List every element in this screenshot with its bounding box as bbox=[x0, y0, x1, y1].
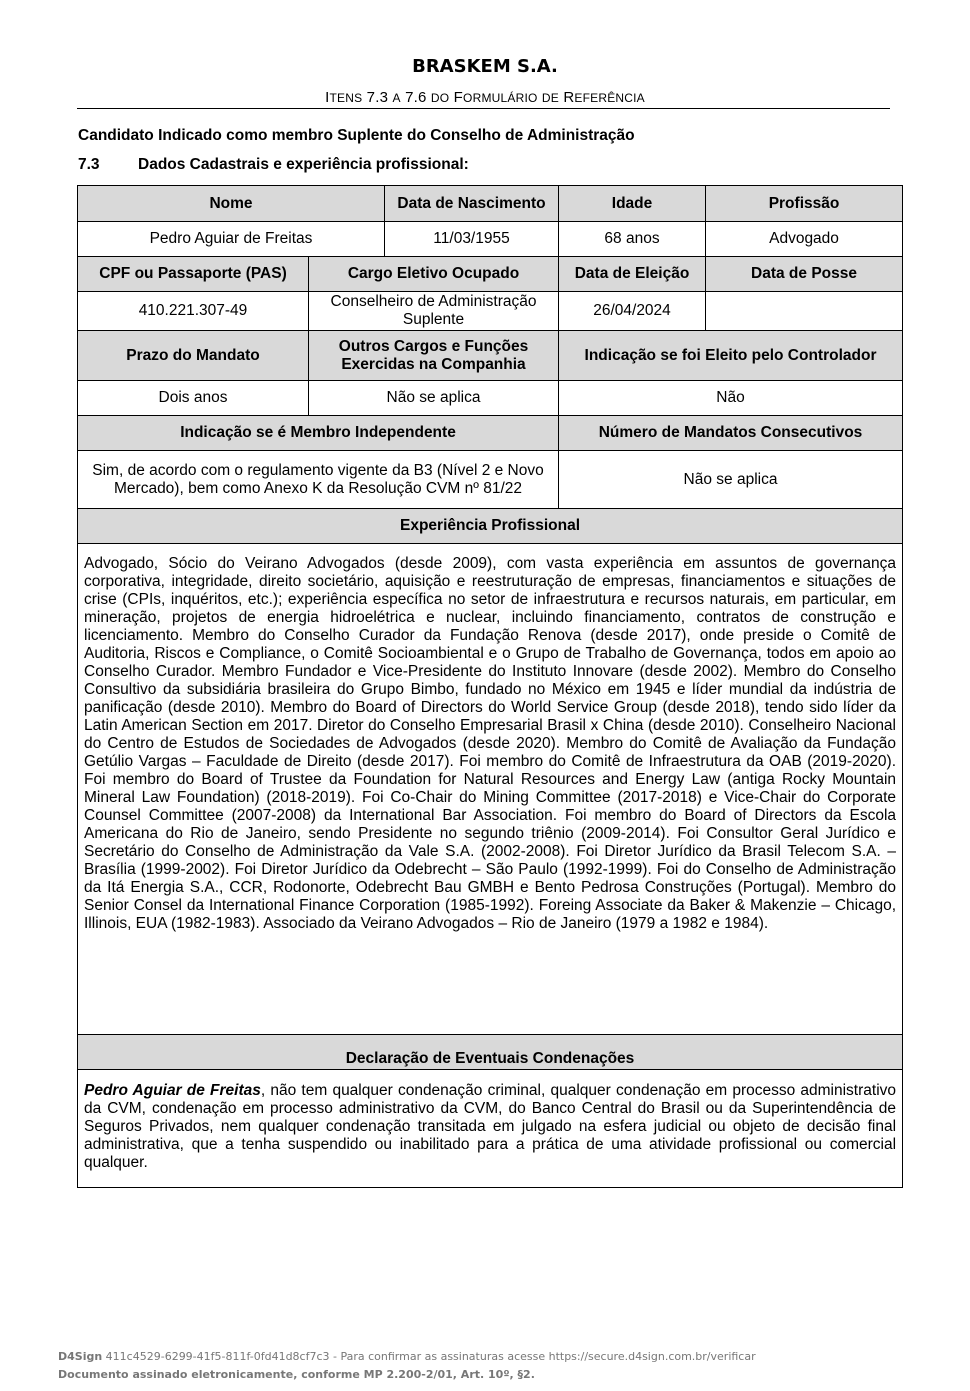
header-eleito-controlador: Indicação se foi Eleito pelo Controlador bbox=[559, 331, 903, 381]
header-data-posse: Data de Posse bbox=[706, 257, 903, 292]
candidate-heading: Candidato Indicado como membro Suplente do Conselho de Administração bbox=[78, 127, 635, 144]
value-data-eleicao: 26/04/2024 bbox=[559, 292, 706, 331]
header-mandatos-consecutivos: Número de Mandatos Consecutivos bbox=[559, 416, 903, 451]
subtitle-part: 7.3 bbox=[362, 89, 393, 106]
subtitle-part: A bbox=[392, 91, 401, 105]
header-idade: Idade bbox=[559, 186, 706, 222]
value-membro-independente: Sim, de acordo com o regulamento vigente da B3 (Nível 2 e Novo Mercado), bem como Anexo K da Resolução CVM nº 81/22 bbox=[78, 451, 559, 509]
value-eleito-controlador: Não bbox=[559, 381, 903, 416]
header-rule bbox=[77, 108, 890, 109]
convictions-body: , não tem qualquer condenação criminal, qualquer condenação em processo administrativo da CVM, condenação em processo administrativo da CVM, do Banco Central do Brasil ou da Superintendência de Seguros Privados, nem qualquer condenação transitada em julgado na esfera judicial ou objeto de decisão final administrativa, que a tenha suspendido ou inabilitado para a prática de uma atividade profissional ou comercial qualquer. bbox=[84, 1082, 897, 1171]
subtitle-part: F bbox=[449, 89, 464, 106]
subtitle-part: 7.6 bbox=[400, 89, 431, 106]
value-nome: Pedro Aguiar de Freitas bbox=[78, 222, 385, 257]
header-prazo-mandato: Prazo do Mandato bbox=[78, 331, 309, 381]
subtitle-part: DO bbox=[430, 91, 450, 105]
header-cpf: CPF ou Passaporte (PAS) bbox=[78, 257, 309, 292]
value-outros-cargos: Não se aplica bbox=[309, 381, 559, 416]
header-nome: Nome bbox=[78, 186, 385, 222]
header-membro-independente: Indicação se é Membro Independente bbox=[78, 416, 559, 451]
header-data-nascimento: Data de Nascimento bbox=[385, 186, 559, 222]
value-prazo-mandato: Dois anos bbox=[78, 381, 309, 416]
document-subtitle bbox=[0, 89, 970, 106]
header-condenacoes: Declaração de Eventuais Condenações bbox=[78, 1035, 903, 1070]
d4sign-brand: D4Sign bbox=[58, 1350, 103, 1363]
value-idade: 68 anos bbox=[559, 222, 706, 257]
header-profissao: Profissão bbox=[706, 186, 903, 222]
company-name: BRASKEM S.A. bbox=[412, 56, 558, 77]
section-title: Dados Cadastrais e experiência profissional: bbox=[138, 156, 469, 173]
header-experiencia-profissional: Experiência Profissional bbox=[78, 509, 903, 544]
convictions-text bbox=[78, 1070, 903, 1188]
value-mandatos-consecutivos: Não se aplica bbox=[559, 451, 903, 509]
subtitle-part: TENS bbox=[329, 91, 363, 105]
subtitle-part: I bbox=[325, 89, 330, 106]
subtitle-part: DE bbox=[541, 91, 559, 105]
header-outros-cargos: Outros Cargos e Funções Exercidas na Companhia bbox=[309, 331, 559, 381]
footer-verification-text: 411c4529-6299-41f5-811f-0fd41d8cf7c3 - Para confirmar as assinaturas acesse https://secure.d4sign.com.br/verificar bbox=[102, 1350, 756, 1363]
candidate-data-table bbox=[77, 185, 903, 1188]
convictions-name: Pedro Aguiar de Freitas bbox=[84, 1082, 261, 1099]
value-profissao: Advogado bbox=[706, 222, 903, 257]
subtitle-part: R bbox=[558, 89, 575, 106]
value-data-posse bbox=[706, 292, 903, 331]
value-cpf: 410.221.307-49 bbox=[78, 292, 309, 331]
signature-footer-line2: Documento assinado eletronicamente, conforme MP 2.200-2/01, Art. 10º, §2. bbox=[58, 1368, 535, 1381]
subtitle-part: ORMULÁRIO bbox=[463, 91, 538, 105]
header-cargo-eletivo: Cargo Eletivo Ocupado bbox=[309, 257, 559, 292]
subtitle-part: EFERÊNCIA bbox=[574, 91, 645, 105]
section-number: 7.3 bbox=[78, 156, 100, 173]
value-data-nascimento: 11/03/1955 bbox=[385, 222, 559, 257]
value-cargo-eletivo: Conselheiro de Administração Suplente bbox=[309, 292, 559, 331]
signature-footer-line1 bbox=[58, 1350, 756, 1363]
header-data-eleicao: Data de Eleição bbox=[559, 257, 706, 292]
experience-text: Advogado, Sócio do Veirano Advogados (desde 2009), com vasta experiência em assuntos de governança corporativa, integridade, direito societário, aquisição e reestruturação de empresas, financiamentos e situações de crise (CPIs, inquéritos, etc.); experiência específica no setor de infraestrutura e recursos naturais, em particular, em mineração, projetos de energia hidroelétrica e nuclear, incluindo financiamento, contratos de construção e licenciamento. Membro do Conselho Curador da Fundação Renova (desde 2017), onde preside o Comitê de Auditoria, Riscos e Compliance, o Comitê Socioambiental e o Grupo de Trabalho de Governança, todos em apoio ao Conselho Curador. Membro Fundador e Vice-Presidente do Instituto Innovare (desde 2002). Membro do Conselho Consultivo da subsidiária brasileira do Grupo Bimbo, fundado no México em 1945 e líder mundial da indústria de panificação (desde 2010). Membro do Board of Directors do World Service Group (desde 2018), tendo sido líder da Latin American Section em 2017. Diretor do Conselho Empresarial Brasil x China (desde 2010). Conselheiro Nacional do Centro de Estudos de Sociedades de Advogados (desde 2020). Membro do Comitê de Avaliação da Fundação Getúlio Vargas – Faculdade de Direito (desde 2017). Foi membro do Comitê de Infraestrutura da OAB (2019-2020). Foi membro do Board of Trustee da Foundation for Natural Resources and Energy Law (antiga Rocky Mountain Mineral Law Foundation) (2018-2019). Foi Co-Chair do Mining Committee (2017-2018) e Vice-Chair do Corporate Counsel Committee (2007-2008) da International Bar Association. Foi membro do Board of Directors da Escola Americana do Rio de Janeiro, sendo Presidente no segundo triênio (2009-2014). Foi Consultor Geral Jurídico e Secretário do Conselho de Administração da Vale S.A. (2002-2008). Foi Diretor Jurídico da Brasil Telecom S.A. – Brasília (1999-2002). Foi Diretor Jurídico da Odebrecht – São Paulo (1992-1999). Foi do Conselho de Administração da Itá Energia S.A., CCR, Rodonorte, Odebrecht Bau GMBH e Bento Pedrosa Construções (Portugal). Membro do Senior Consel da International Finance Corporation (1985-1992). Foreing Associate da Baker & Makenzie – Chicago, Illinois, EUA (1982-1983). Associado da Veirano Advogados – Rio de Janeiro (1979 a 1982 e 1984). bbox=[78, 544, 903, 1035]
